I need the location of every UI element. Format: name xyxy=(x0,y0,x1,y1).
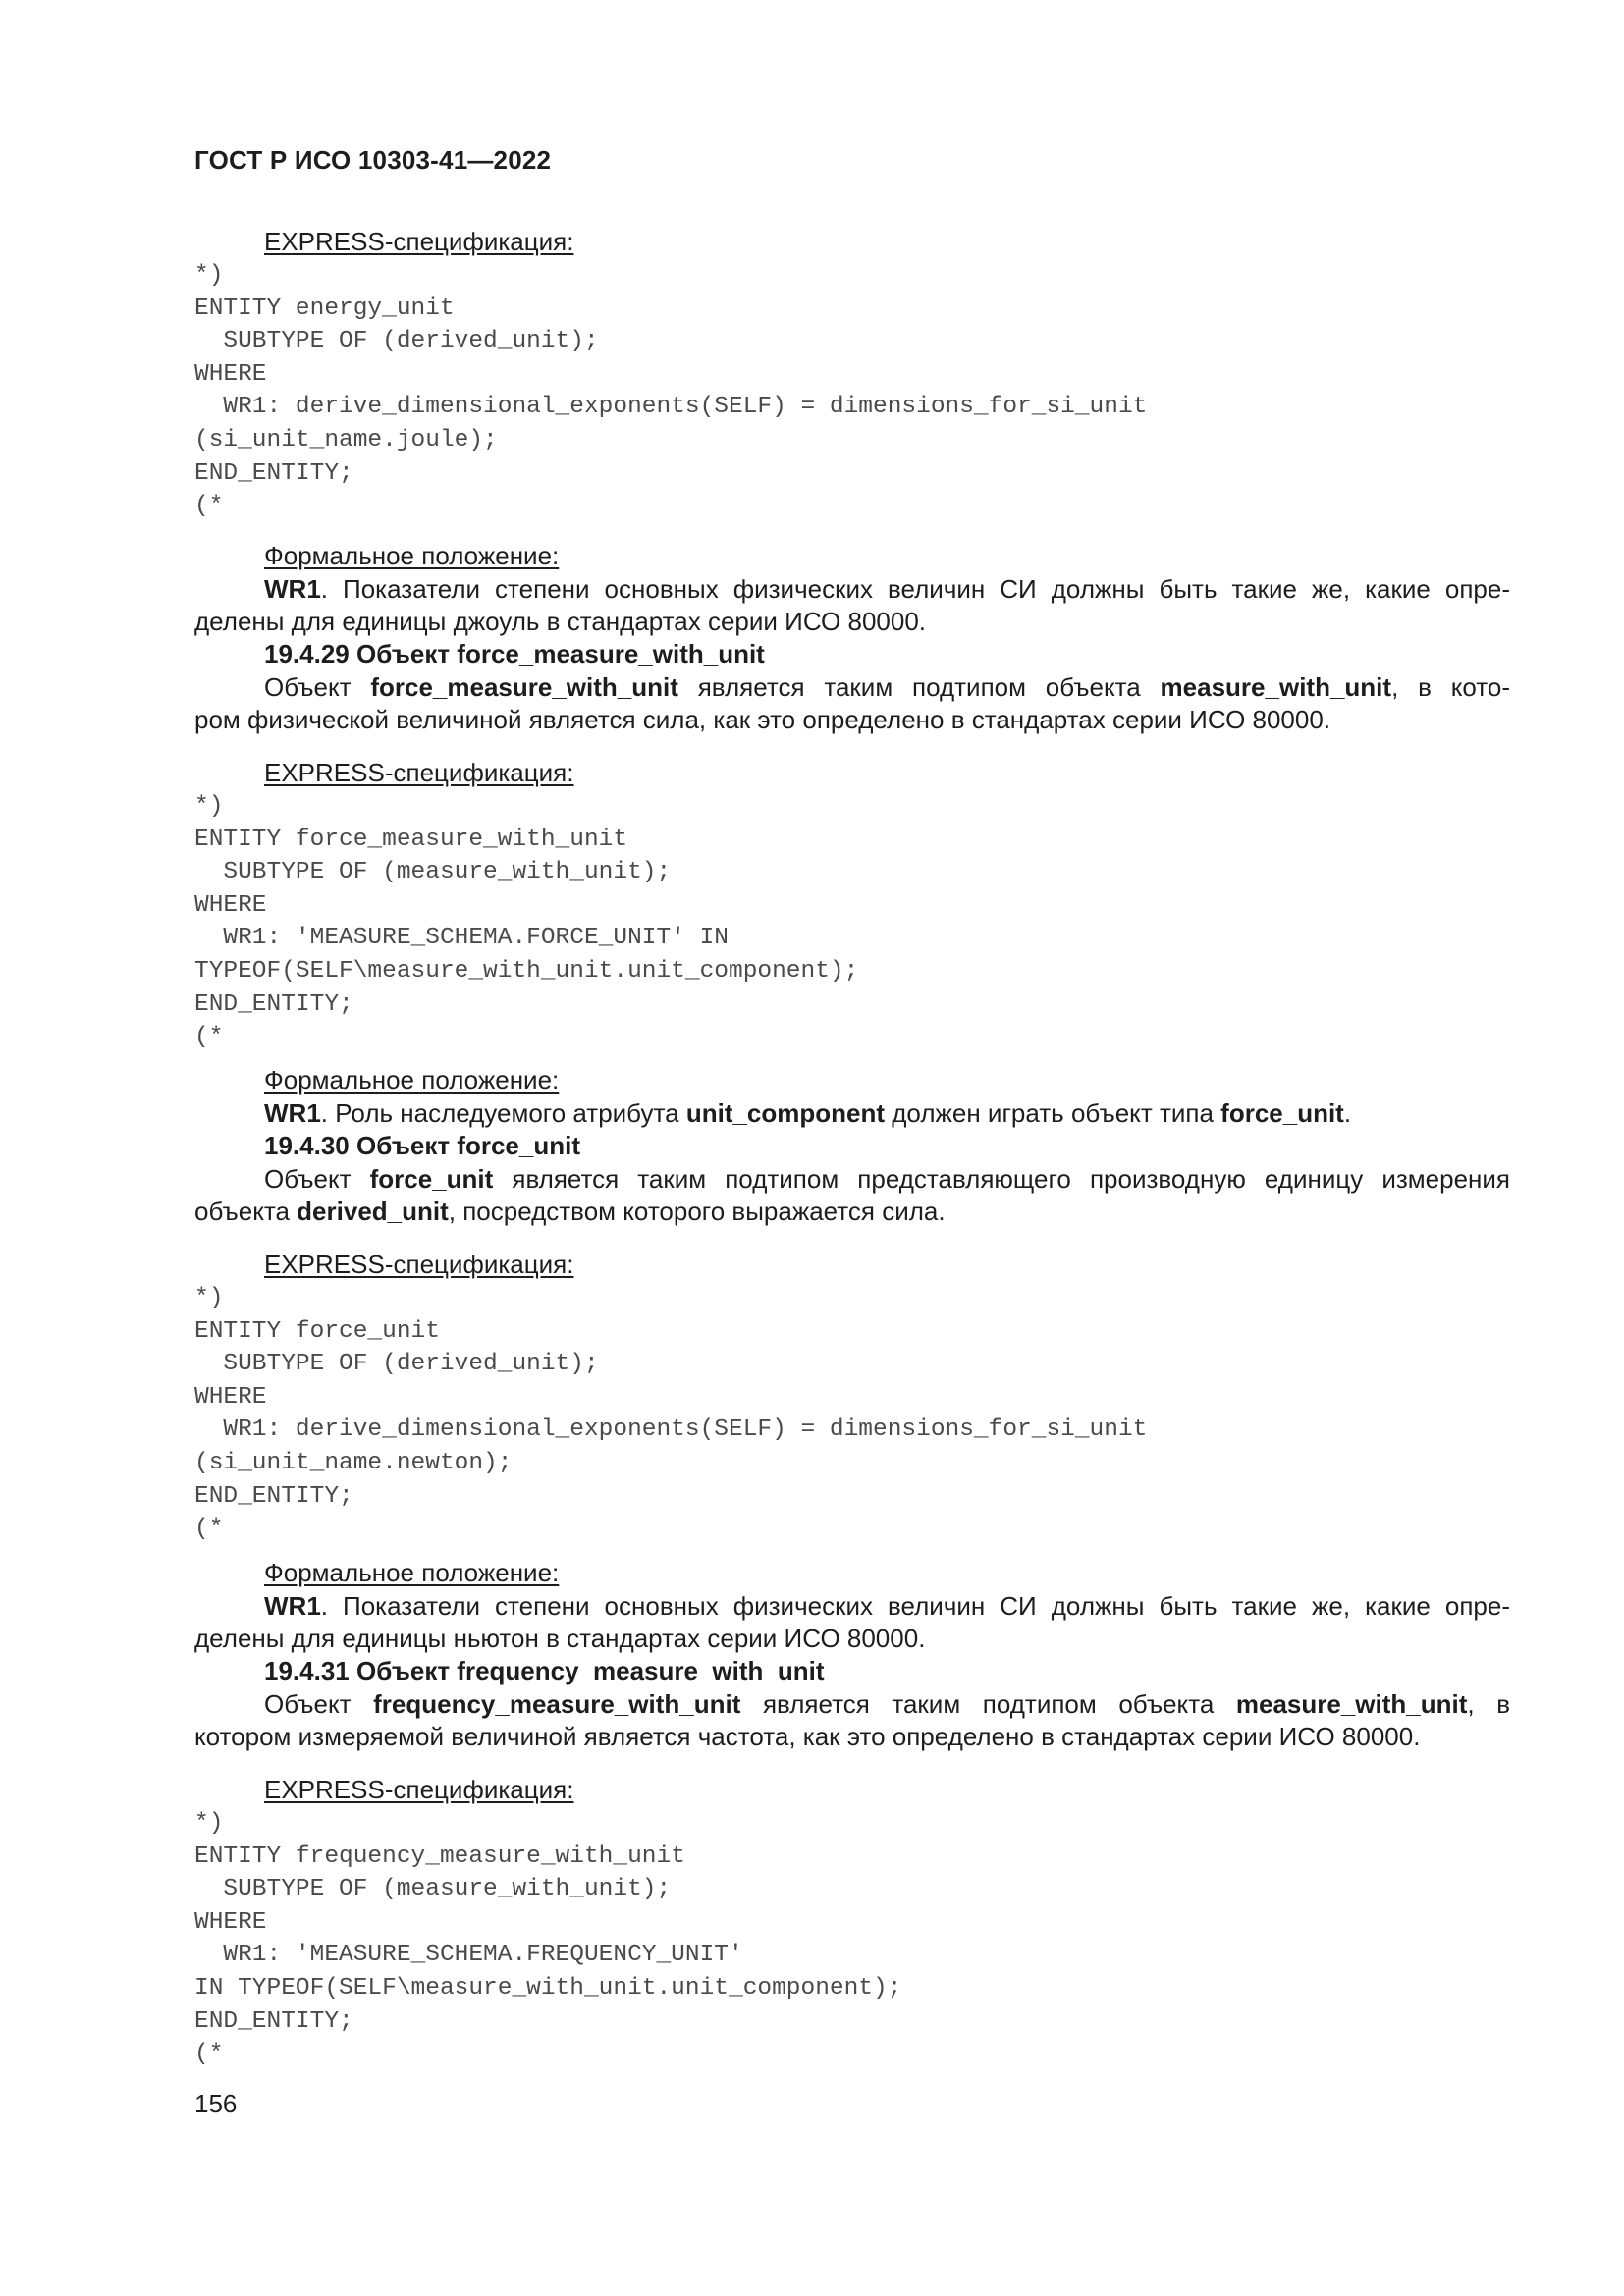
section-heading-19-4-31: 19.4.31 Объект frequency_measure_with_unit xyxy=(264,1656,825,1685)
description-force-unit: Объект force_unit является таким подтипом представляющего производную единицу измерения объекта derived_unit, посредством которого выражается сила. xyxy=(194,1164,1510,1227)
formal-label: Формальное положение: xyxy=(264,1065,560,1095)
express-code-force-measure-with-unit: *) ENTITY force_measure_with_unit SUBTYPE OF (measure_with_unit); WHERE WR1: 'MEASURE_SCHEMA.FORCE_UNIT' IN TYPEOF(SELF\measure_with_unit.unit_component); END_ENTITY; (* xyxy=(194,793,859,1051)
express-label: EXPRESS-спецификация: xyxy=(264,227,574,256)
express-label: EXPRESS-спецификация: xyxy=(264,1250,574,1279)
standard-header: ГОСТ Р ИСО 10303-41—2022 xyxy=(194,145,552,175)
section-heading-19-4-29: 19.4.29 Объект force_measure_with_unit xyxy=(264,639,765,668)
section-heading-19-4-30: 19.4.30 Объект force_unit xyxy=(264,1131,580,1160)
formal-label: Формальное положение: xyxy=(264,1558,560,1587)
page-number: 156 xyxy=(194,2089,238,2118)
formal-statement-energy-unit: WR1. Показатели степени основных физических величин СИ должны быть такие же, какие опре- делены для единицы джоуль в стандартах серии ИСО 80000. xyxy=(194,574,1510,637)
express-code-frequency-measure-with-unit: *) ENTITY frequency_measure_with_unit SUBTYPE OF (measure_with_unit); WHERE WR1: 'MEASURE_SCHEMA.FREQUENCY_UNIT' IN TYPEOF(SELF\measure_with_unit.unit_component); END_ENTITY; (* xyxy=(194,1810,902,2068)
express-label: EXPRESS-спецификация: xyxy=(264,758,574,787)
description-frequency-measure-with-unit: Объект frequency_measure_with_unit является таким подтипом объекта measure_with_unit, в котором измеряемой величиной является частота, как это определено в стандартах серии ИСО 80000. xyxy=(194,1689,1511,1752)
express-code-force-unit: *) ENTITY force_unit SUBTYPE OF (derived_unit); WHERE WR1: derive_dimensional_exponents(SELF) = dimensions_for_si_unit (si_unit_name.newton); END_ENTITY; (* xyxy=(194,1285,1148,1543)
express-code-energy-unit: *) ENTITY energy_unit SUBTYPE OF (derived_unit); WHERE WR1: derive_dimensional_exponents(SELF) = dimensions_for_si_unit (si_unit_name.joule); END_ENTITY; (* xyxy=(194,262,1148,520)
description-force-measure-with-unit: Объект force_measure_with_unit является таким подтипом объекта measure_with_unit, в кото- ром физической величиной является сила, как это определено в стандартах серии ИСО 80000. xyxy=(194,672,1510,735)
express-label: EXPRESS-спецификация: xyxy=(264,1775,574,1804)
formal-statement-force-unit: WR1. Показатели степени основных физических величин СИ должны быть такие же, какие опре- делены для единицы ньютон в стандартах серии ИСО 80000. xyxy=(194,1591,1510,1654)
formal-label: Формальное положение: xyxy=(264,541,560,570)
formal-statement-force-measure-with-unit: WR1. Роль наследуемого атрибута unit_component должен играть объект типа force_unit. xyxy=(264,1098,1352,1128)
